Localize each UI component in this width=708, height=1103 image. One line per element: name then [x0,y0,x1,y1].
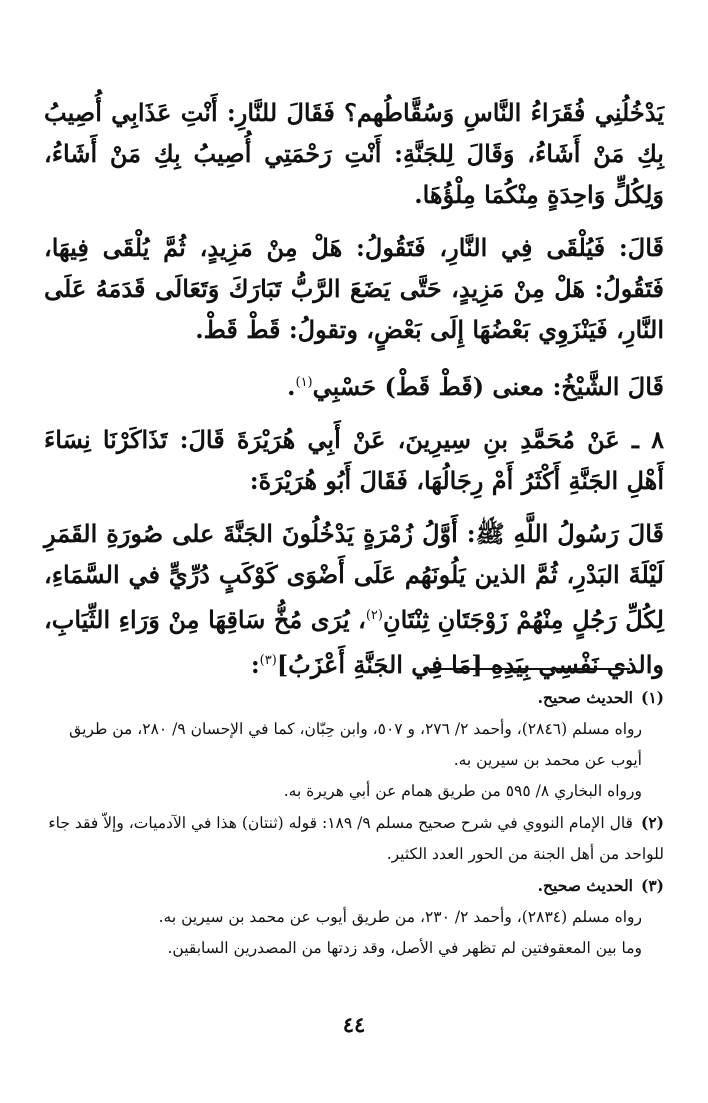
footnote-1-line-1: رواه مسلم (٢٨٤٦)، وأحمد ٢/ ٢٧٦، و ٥٠٧، وابن حِبّان، كما في الإحسان ٩/ ٢٨٠، من طريق أيوب عن محمد بن سيرين به. [69,720,642,769]
footnote-3-head: الحديث صحيح. [537,876,633,895]
paragraph-2-text: قَالَ: فَيُلْقَى فِي النَّارِ، فَتَقُولُ: هَلْ مِنْ مَزِيدٍ، ثُمَّ يُلْقَى فِيهَا، فَتَقُولُ: هَلْ مِنْ مَزِيدٍ، حَتَّى يَضَعَ الرَّبُّ تَبَارَكَ وَتَعَالَى قَدَمَهُ عَلَى النَّارِ، فَيَنْزَوِي بَعْضُهَا إِلَى بَعْضٍ، وتقولُ: قَطْ قَطْ. [44,233,664,344]
page-number: ٤٤ [342,1012,366,1037]
footnote-3-number: (٣) [640,876,664,895]
footnote-divider [430,668,630,670]
footnote-2-text: قال الإمام النووي في شرح صحيح مسلم ٩/ ١٨٩: قوله (ثنتان) هذا في الآدميات، وإلاّ فقد جاء للواحد من أهل الجنة من الحور العدد الكثير. [48,814,664,863]
footnote-ref-1: (١) [295,375,313,390]
paragraph-2 [44,227,664,350]
footnotes [44,682,664,964]
paragraph-4 [44,419,664,501]
footnote-2 [44,807,664,870]
footnote-1-head: الحديث صحيح. [537,688,633,707]
footnote-1-heading [44,682,664,714]
footnote-ref-2: (٢) [365,608,383,623]
paragraph-5-text: قَالَ رَسُولُ اللَّهِ ﷺ: أَوَّلُ زُمْرَةٍ يَدْخُلُونَ الجَنَّةَ على صُورَةِ القَمَرِ لَيْلَةَ البَدْرِ، ثُمَّ الذين يَلُونَهُم عَلَى أَضْوَى كَوْكَبٍ دُرِّيٍّ في السَّمَاءِ، لِكُلِّ رَجُلٍ مِنْهُمْ زَوْجَتَانِ ثِنْتَانِ [44,519,664,634]
paragraph-4-text: ٨ ـ عَنْ مُحَمَّدِ بنِ سِيرِينَ، عَنْ أَبِي هُرَيْرَةَ قَالَ: تَذَاكَرْنَا نِسَاءَ أَهْلِ الجَنَّةِ أَكْثَرُ أَمْ رِجَالُهَا، فَقَالَ أَبُو هُرَيْرَةَ: [44,425,664,495]
paragraph-1-text: يَدْخُلُنِي فُقَرَاءُ النَّاسِ وَسُقَّاطُهم؟ فَقَالَ للنَّارِ: أَنْتِ عَذَابِي أُصِيبُ بِكِ مَنْ أَشَاءُ، وَقَالَ لِلجَنَّةِ: أَنْتِ رَحْمَتِي أُصِيبُ بِكِ مَنْ أَشَاءُ، وَلِكُلٍّ وَاحِدَةٍ مِنْكُمَا مِلْؤُهَا. [44,98,664,209]
footnote-3-line-2: وما بين المعقوفتين لم تظهر في الأصل، وقد زدتها من المصدرين السابقين. [167,939,642,957]
main-text [44,92,664,697]
paragraph-1 [44,92,664,215]
paragraph-5-colon: : [250,650,260,679]
footnote-3-heading [44,870,664,902]
paragraph-3 [44,362,664,407]
footnote-1-number: (١) [640,688,664,707]
footnote-1-line-2: ورواه البخاري ٨/ ٥٩٥ من طريق همام عن أبي هريرة به. [283,782,642,800]
footnote-2-number: (٢) [640,813,664,832]
paragraph-3-period: . [287,372,296,401]
paragraph-5-text-b: ، يُرَى مُخُّ سَاقِهَا مِنْ وَرَاءِ الثِّيَابِ، والذي نَفْسِي بِيَدِهِ [مَا فِي الجَنَّةِ أَعْزَبُ] [44,605,664,679]
footnote-3-line-1: رواه مسلم (٢٨٣٤)، وأحمد ٢/ ٢٣٠، من طريق أيوب عن محمد بن سيرين به. [158,908,642,926]
paragraph-5 [44,513,664,685]
paragraph-3-text: قَالَ الشَّيْخُ: معنى (قَطْ قَطْ) حَسْبِي [312,372,664,401]
footnote-ref-3: (٣) [259,653,277,668]
